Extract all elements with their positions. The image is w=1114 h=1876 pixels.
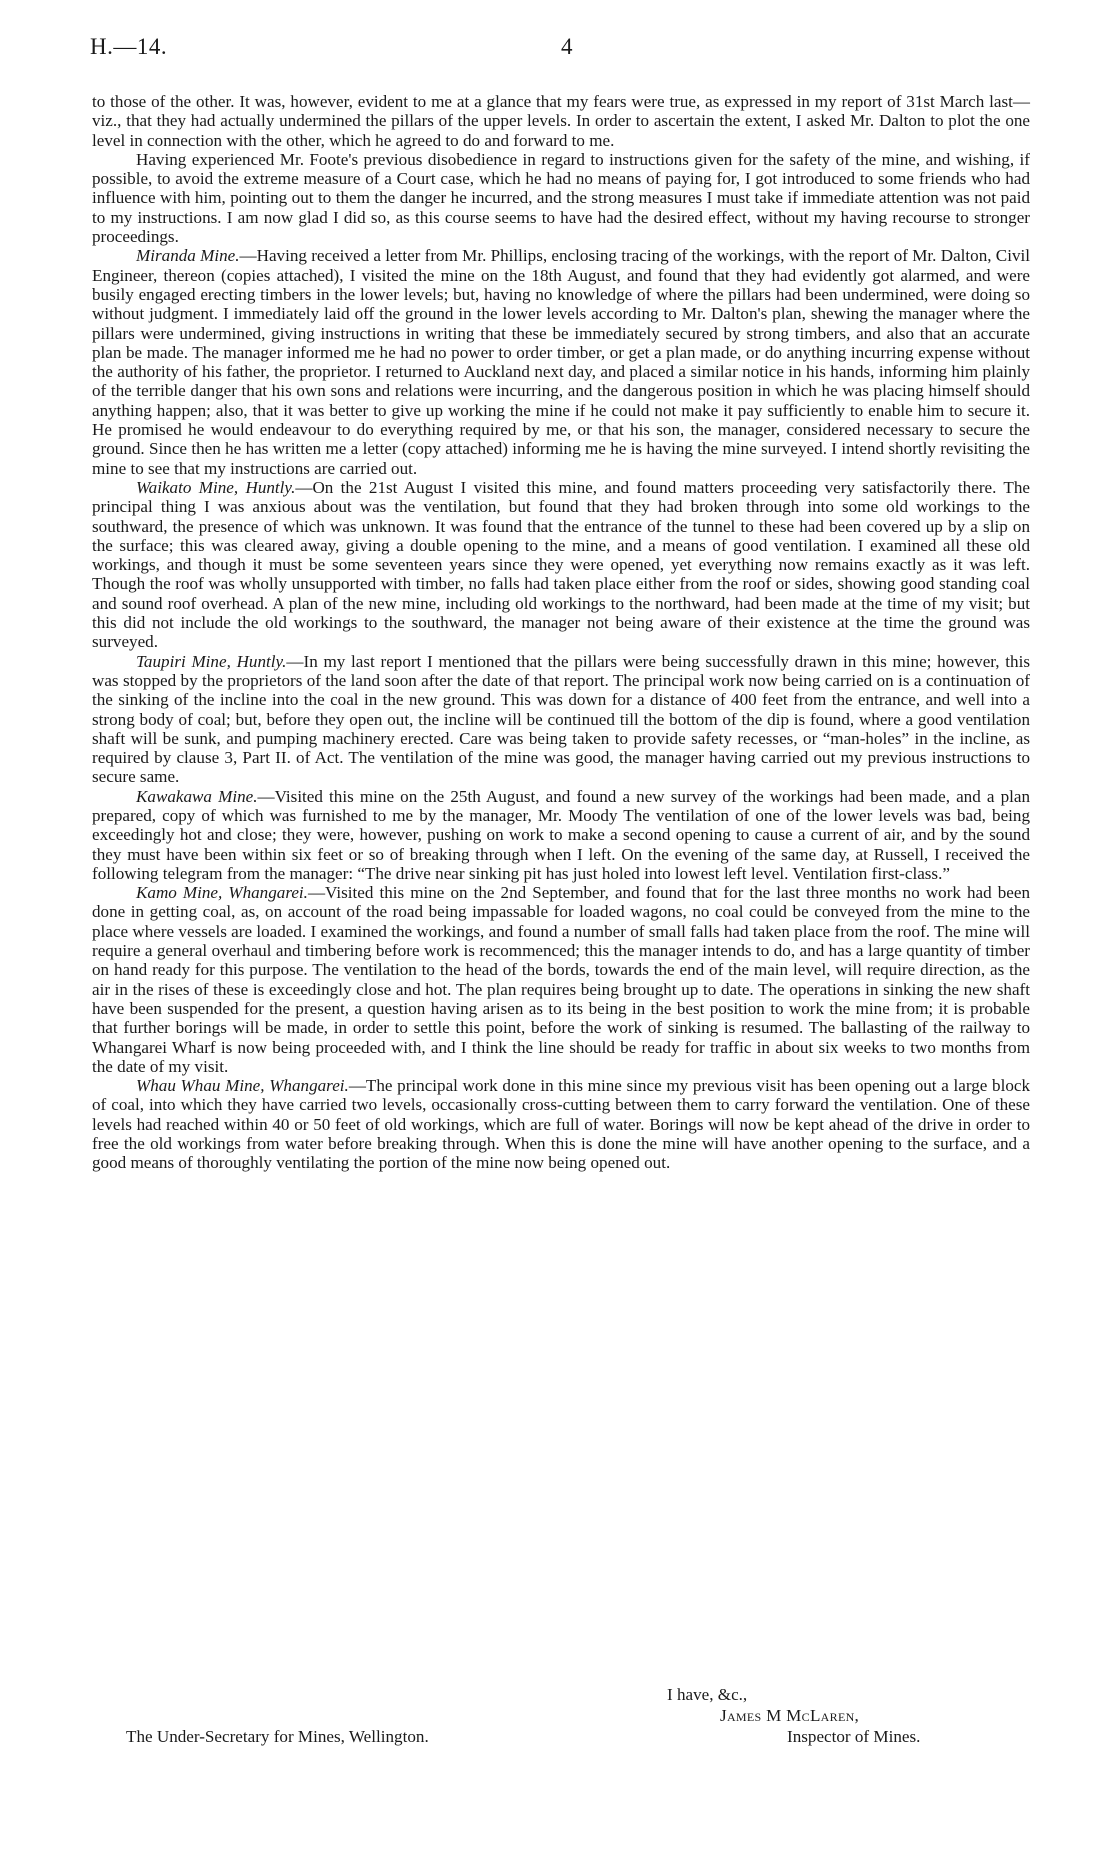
paragraph-text: —Having received a letter from Mr. Phillips, enclosing tracing of the workings, with the report of Mr. Dalton, Civil Engineer, thereon (copies attached), I visited the mine on the 18th August, and found that they had evidently got alarmed, and were busily engaged erecting timbers in the lower levels; but, having no knowledge of where the pillars had been undermined, were doing so without judgment. I immediately laid off the ground in the lower levels according to Mr. Dalton's plan, shewing the manager where the pillars were undermined, giving instructions in writing that these be immediately secured by strong timbers, and also that an accurate plan be made. The manager informed me he had no power to order timber, or get a plan made, or do anything incurring expense without the authority of his father, the proprietor. I returned to Auckland next day, and placed a similar notice in his hands, informing him plainly of the terrible danger that his own sons and relations were incurring, and the dangerous position in which he was placing himself should anything happen; also, that it was better to give up working the mine if he could not make it pay sufficiently to enable him to secure it. He promised he would endeavour to do everything required by me, or that his son, the manager, considered necessary to secure the ground. Since then he has written me a letter (copy attached) informing me he is having the mine surveyed. I intend shortly revisiting the mine to see that my instructions are carried out. [92,246,1031,478]
section-heading: Miranda Mine. [136,246,240,266]
paragraph-text: —On the 21st August I visited this mine, and found matters proceeding very satisfactorily there. The principal thing I was anxious about was the ventilation, but found that they had broken through into some old workings to the southward, the presence of which was unknown. It was found that the entrance of the tunnel to these had been covered up by a slip on the surface; this was cleared away, giving a double opening to the mine, and a means of good ventilation. I examined all these old workings, and though it must be some seventeen years since they were opened, yet everything now remains exactly as it was left. Though the roof was wholly unsupported with timber, no falls had taken place either from the roof or sides, showing good standing coal and sound roof overhead. A plan of the new mine, including old workings to the northward, had been made at the time of my visit; but this did not include the old workings to the southward, the manager not being aware of their existence at the time the ground was surveyed. [92,477,1030,652]
paragraph-text: Having experienced Mr. Foote's previous disobedience in regard to instructions given for the safety of the mine, and wishing, if possible, to avoid the extreme measure of a Court case, which he had no means of paying for, I got introduced to some friends who had influence with him, pointing out to them the danger he incurred, and the strong measures I must take if immediate attention was not paid to my instructions. I am now glad I did so, as this course seems to have had the desired effect, without my having recourse to stronger proceedings. [92,149,1030,247]
paragraph-waikato-mine [92,478,1030,652]
signature-block [92,1684,1030,1747]
paragraph-kawakawa-mine [92,787,1030,883]
paragraph-foote [92,150,1030,246]
paragraph-miranda-mine [92,246,1030,478]
paragraph-text: —In my last report I mentioned that the pillars were being successfully drawn in this mine; however, this was stopped by the proprietors of the land soon after the date of that report. The principal work now being carried on is a continuation of the sinking of the incline into the coal in the new ground. This was down for a distance of 400 feet from the entrance, and well into a strong body of coal; but, before they open out, the incline will be continued till the bottom of the dip is found, where a good ventilation shaft will be sunk, and pumping machinery erected. Care was being taken to provide safety recesses, or “man-holes” in the incline, as required by clause 3, Part II. of Act. The ventilation of the mine was good, the manager having carried out my previous instructions to secure same. [92,651,1030,787]
paragraph-text: to those of the other. It was, however, evident to me at a glance that my fears were true, as expressed in my report of 31st March last—viz., that they had actually undermined the pillars of the upper levels. In order to ascertain the extent, I asked Mr. Dalton to plot the one level in connection with the other, which he agreed to do and forward to me. [92,92,1030,150]
paragraph-text: —The principal work done in this mine since my previous visit has been opening out a large block of coal, into which they have carried two levels, occasionally cross-cutting between them to carry forward the ventilation. One of these levels had reached within 40 or 50 feet of old workings, which are full of water. Borings will now be kept ahead of the drive in order to free the old workings from water before breaking through. When this is done the mine will have another opening to the surface, and a good means of thoroughly ventilating the portion of the mine now being opened out. [92,1076,1031,1173]
section-heading: Taupiri Mine, Huntly. [136,651,287,671]
paragraph-continuation [92,92,1030,150]
report-body [92,92,1030,1173]
section-heading: Whau Whau Mine, Whangarei. [136,1076,349,1096]
section-heading: Waikato Mine, Huntly. [136,477,296,497]
paragraph-whau-whau-mine [92,1076,1030,1172]
section-heading: Kawakawa Mine. [136,786,258,806]
closing-line: I have, &c., [667,1685,748,1704]
addressee: The Under-Secretary for Mines, Wellington. [126,1727,429,1746]
paragraph-kamo-mine [92,883,1030,1076]
paragraph-text: —Visited this mine on the 2nd September, and found that for the last three months no work had been done in getting coal, as, on account of the road being impassable for loaded wagons, no coal could be conveyed from the mine to the place where vessels are loaded. I examined the workings, and found a number of small falls had taken place from the roof. The mine will require a general overhaul and timbering before work is recommenced; this the manager intends to do, and has a large quantity of timber on hand ready for this purpose. The ventilation to the head of the bords, towards the end of the main level, will require direction, as the air in the rises of these is exceedingly close and hot. The plan requires being brought up to date. The operations in sinking the new shaft have been suspended for the present, a question having arisen as to its being in the best position to work the mine from; it is probable that further borings will be made, in order to settle this point, before the work of sinking is resumed. The ballasting of the railway to Whangarei Wharf is now being proceeded with, and I think the line should be ready for traffic in about six weeks to two months from the date of my visit. [92,883,1030,1076]
signatory-name: James M McLaren, [720,1706,860,1725]
document-reference: H.—14. [90,34,168,59]
page-header [90,34,1024,64]
signatory-title: Inspector of Mines. [787,1727,921,1746]
paragraph-text: —Visited this mine on the 25th August, and found a new survey of the workings had been made, and a plan prepared, copy of which was furnished to me by the manager, Mr. Moody The ventilation of one of the lower levels was bad, being exceedingly hot and close; they were, however, pushing on work to make a second opening to cause a current of air, and by the sound they must have been within six feet or so of breaking through when I left. On the evening of the same day, at Russell, I received the following telegram from the manager: “The drive near sinking pit has just holed into lowest left level. Ventilation first-class.” [92,786,1030,883]
page-number: 4 [561,34,573,59]
section-heading: Kamo Mine, Whangarei. [136,883,308,903]
paragraph-taupiri-mine [92,652,1030,787]
